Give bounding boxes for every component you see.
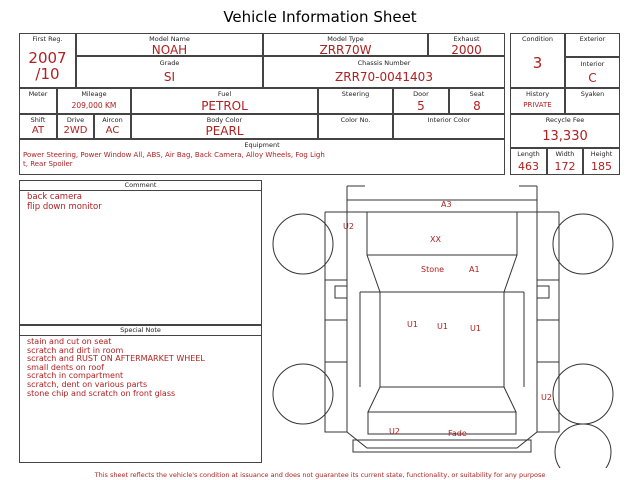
history-cell: [510, 88, 565, 114]
damage-code-u2: U2: [343, 222, 354, 231]
height-label: Height: [590, 150, 613, 158]
comment-box: [19, 180, 262, 325]
aircon-label: Aircon: [102, 116, 123, 124]
door-value: 5: [417, 99, 425, 113]
first-reg-cell: [19, 33, 76, 88]
damage-code-u1: U1: [407, 320, 418, 329]
disclaimer-footer: This sheet reflects the vehicle's condition at issuance and does not guarantee its current state, functionality, or suitability for any purpose: [94, 471, 546, 479]
damage-code-a1: A1: [469, 265, 480, 274]
special-note-line: small dents on roof: [27, 362, 104, 372]
chassis-value: ZRR70-0041403: [335, 70, 433, 84]
door-cell: [393, 88, 449, 114]
seat-value: 8: [473, 99, 481, 113]
width-label: Width: [555, 150, 575, 158]
comment-label: Comment: [20, 182, 261, 191]
damage-code-fade: Fade: [448, 429, 467, 438]
history-value: PRIVATE: [523, 101, 552, 109]
equipment-cell: [19, 139, 505, 175]
equipment-label: Equipment: [244, 141, 280, 149]
damage-code-u1: U1: [470, 324, 481, 333]
length-value: 463: [518, 160, 539, 173]
condition-label: Condition: [521, 35, 554, 43]
length-label: Length: [517, 150, 540, 158]
model-name-value: NOAH: [151, 43, 188, 57]
mileage-label: Mileage: [81, 90, 107, 98]
damage-code-u2: U2: [541, 393, 552, 402]
shift-label: Shift: [30, 116, 46, 124]
mileage-cell: [57, 88, 131, 114]
color-no-label: Color No.: [340, 116, 371, 124]
right-doors: [537, 280, 559, 362]
first-reg-month: /10: [35, 65, 60, 83]
recycle-cell: [510, 114, 620, 148]
wheel-front-right: [553, 214, 613, 274]
special-note-line: scratch and dirt in room: [27, 345, 124, 355]
shift-cell: [19, 114, 57, 139]
fuel-value: PETROL: [201, 99, 248, 113]
model-type-label: Model Type: [327, 35, 364, 43]
condition-value: 3: [532, 54, 543, 72]
right-front-fender: [537, 212, 559, 280]
interior-color-cell: [393, 114, 505, 139]
interior-label: Interior: [580, 60, 605, 68]
comment-line: flip down monitor: [27, 201, 102, 212]
model-name-cell: [76, 33, 263, 56]
wheel-rear-left: [273, 364, 333, 424]
special-note-line: stain and cut on seat: [27, 337, 112, 346]
syaken-cell: [565, 88, 620, 114]
chassis-label: Chassis Number: [357, 59, 411, 67]
exhaust-label: Exhaust: [453, 35, 480, 43]
special-note-line: scratch, dent on various parts: [27, 379, 148, 389]
height-value: 185: [591, 160, 612, 173]
mileage-value: 209,000 KM: [71, 101, 117, 110]
roof: [380, 292, 504, 387]
comment-line: back camera: [27, 192, 82, 202]
aircon-cell: [94, 114, 131, 139]
special-note-text: [27, 338, 205, 398]
seat-label: Seat: [469, 90, 485, 98]
seat-cell: [449, 88, 505, 114]
damage-code-a3: A3: [441, 200, 452, 209]
wheel-rear-right: [553, 364, 613, 424]
condition-cell: [510, 33, 565, 88]
left-doors: [325, 280, 347, 362]
color-no-cell: [318, 114, 393, 139]
grade-value: SI: [163, 70, 176, 84]
width-value: 172: [554, 160, 576, 173]
length-cell: [510, 148, 547, 175]
body-color-label: Body Color: [206, 116, 243, 124]
width-cell: [547, 148, 583, 175]
grade-label: Grade: [159, 59, 180, 67]
recycle-label: Recycle Fee: [545, 116, 585, 124]
shift-value: AT: [31, 125, 45, 136]
interior-color-label: Interior Color: [427, 116, 471, 124]
grade-cell: [76, 56, 263, 88]
special-note-line: stone chip and scratch on front glass: [27, 388, 176, 398]
roof-rails: [360, 292, 524, 387]
drive-value: 2WD: [63, 125, 88, 136]
door-label: Door: [413, 90, 429, 98]
meter-cell: [19, 88, 57, 114]
exhaust-cell: [428, 33, 505, 56]
fuel-label: Fuel: [217, 90, 232, 98]
damage-code-u2: U2: [389, 427, 400, 436]
damage-code-xx: XX: [430, 235, 441, 244]
equipment-line-2: t, Rear Spoiler: [23, 159, 73, 168]
meter-label: Meter: [28, 90, 48, 98]
special-note-line: scratch in compartment: [27, 371, 124, 381]
steering-cell: [318, 88, 393, 114]
interior-cell: [565, 57, 620, 88]
comment-text: [27, 193, 102, 212]
aircon-value: AC: [105, 125, 120, 136]
sheet-title: Vehicle Information Sheet: [223, 8, 417, 26]
height-cell: [583, 148, 620, 175]
equipment-line-1: Power Steering, Power Window All, ABS, Air Bag, Back Camera, Alloy Wheels, Fog Ligh: [23, 151, 325, 159]
syaken-label: Syaken: [580, 90, 605, 98]
body-color-cell: [131, 114, 318, 139]
special-note-box: [19, 325, 262, 463]
steering-label: Steering: [341, 90, 370, 98]
body-color-value: PEARL: [205, 124, 244, 138]
chassis-cell: [263, 56, 505, 88]
exhaust-value: 2000: [451, 43, 482, 57]
damage-code-u1: U1: [437, 322, 448, 331]
history-label: History: [525, 90, 550, 98]
rear-glass: [368, 387, 516, 412]
exterior-cell: [565, 33, 620, 57]
drive-cell: [57, 114, 94, 139]
spare-wheel: [555, 424, 611, 468]
first-reg-year: 2007: [28, 49, 67, 67]
exterior-label: Exterior: [579, 35, 606, 43]
bumper-corners: [347, 186, 537, 200]
special-note-label: Special Note: [20, 327, 261, 336]
damage-code-stone: Stone: [421, 265, 445, 274]
first-reg-label: First Reg.: [32, 35, 63, 43]
left-rear-quarter: [325, 362, 347, 432]
rear-bumper: [353, 440, 531, 452]
special-note-line: scratch and RUST ON AFTERMARKET WHEEL: [27, 354, 205, 364]
interior-value: C: [588, 71, 597, 85]
wheel-front-left: [273, 214, 333, 274]
drive-label: Drive: [66, 116, 85, 124]
fuel-cell: [131, 88, 318, 114]
model-name-label: Model Name: [149, 35, 190, 43]
recycle-value: 13,330: [542, 129, 588, 144]
hood: [367, 212, 517, 255]
model-type-value: ZRR70W: [319, 43, 372, 57]
model-type-cell: [263, 33, 428, 56]
